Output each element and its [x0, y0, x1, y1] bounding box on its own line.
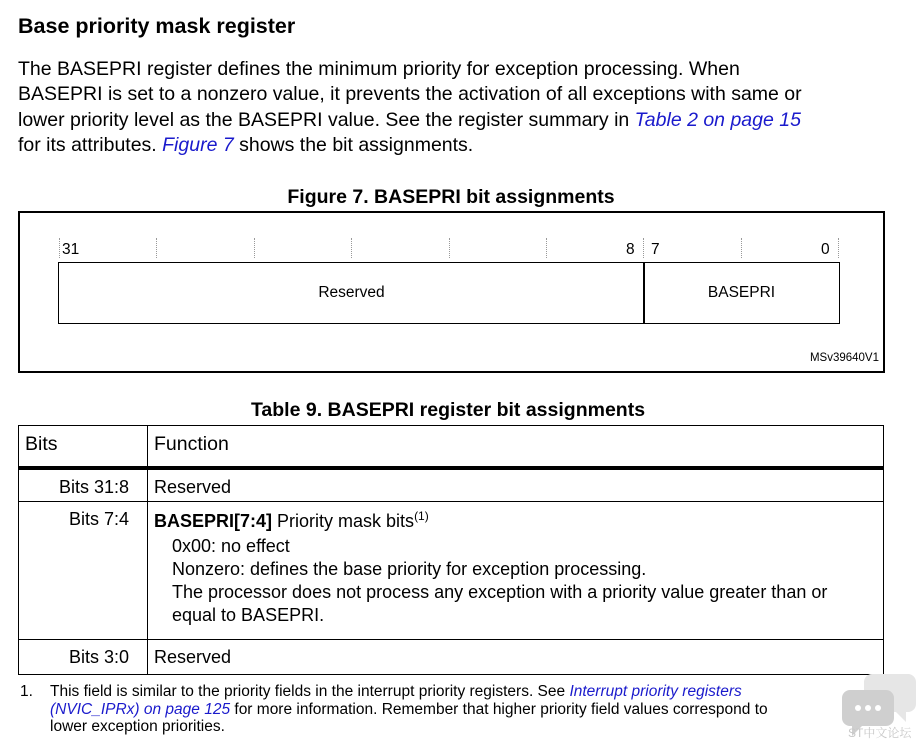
intro-paragraph [18, 57, 908, 158]
intro-line-4: for its attributes. Figure 7 shows the bit assignments. [18, 133, 474, 156]
intro-line-3: lower priority level as the BASEPRI value. See the register summary in Table 2 on page 15 [18, 108, 801, 131]
bit-tick [59, 238, 60, 258]
header-bits: Bits [19, 426, 148, 468]
bit-tick [546, 238, 547, 258]
row-bits: Bits 3:0 [19, 640, 148, 675]
bit-tick [449, 238, 450, 258]
row-bits: Bits 7:4 [19, 502, 148, 640]
footnote-text: This field is similar to the priority fields in the interrupt priority registers. See Interrupt priority registers (NVIC_IPRx) on page 125 for more information. Remember that higher priority field values correspond to lower exception priorities. [50, 683, 768, 735]
table-2-link[interactable]: Table 2 on page 15 [634, 108, 801, 131]
header-function: Function [148, 426, 884, 468]
bit-tick [741, 238, 742, 258]
bit-8-label: 8 [626, 241, 635, 258]
bit-tick [643, 238, 644, 258]
section-title: Base priority mask register [18, 14, 296, 38]
table-header-row [19, 426, 884, 468]
bit-tick [351, 238, 352, 258]
watermark-text: ST中文论坛 [848, 726, 912, 740]
figure-id: MSv39640V1 [809, 352, 879, 364]
nvic-ipr-page-link[interactable]: (NVIC_IPRx) on page 125 [50, 700, 231, 718]
bit-assignment-table [18, 425, 884, 675]
bit-7-label: 7 [651, 241, 660, 258]
row-function [148, 502, 884, 640]
nvic-ipr-link[interactable]: Interrupt priority registers [569, 683, 742, 700]
field-name: BASEPRI[7:4] [154, 511, 273, 531]
bit-tick [156, 238, 157, 258]
table-row [19, 468, 884, 502]
row-bits: Bits 31:8 [19, 468, 148, 502]
row-function: Reserved [148, 640, 884, 675]
footnote-ref[interactable]: (1) [414, 509, 429, 523]
footnote-number: 1. [20, 683, 33, 700]
bit-0-label: 0 [821, 241, 830, 258]
basepri-field: BASEPRI [643, 262, 840, 324]
intro-line-1: The BASEPRI register defines the minimum priority for exception processing. When [18, 58, 740, 80]
figure-7-link[interactable]: Figure 7 [162, 133, 234, 156]
table-row [19, 640, 884, 675]
intro-line-2: BASEPRI is set to a nonzero value, it prevents the activation of all exceptions with same or [18, 83, 802, 106]
table-row [19, 502, 884, 640]
bit-31-label: 31 [62, 241, 80, 258]
row-function: Reserved [148, 468, 884, 502]
table-caption: Table 9. BASEPRI register bit assignments [250, 399, 646, 421]
field-detail: 0x00: no effect Nonzero: defines the base priority for exception processing. The processor does not process any exception with a priority value greater than or equal to BASEPRI. [172, 536, 828, 625]
figure-caption: Figure 7. BASEPRI bit assignments [287, 186, 615, 208]
bit-tick [254, 238, 255, 258]
bit-tick [838, 238, 839, 258]
field-description: BASEPRI[7:4] Priority mask bits$^{(1)}$ [154, 509, 429, 531]
reserved-field: Reserved [58, 262, 645, 324]
